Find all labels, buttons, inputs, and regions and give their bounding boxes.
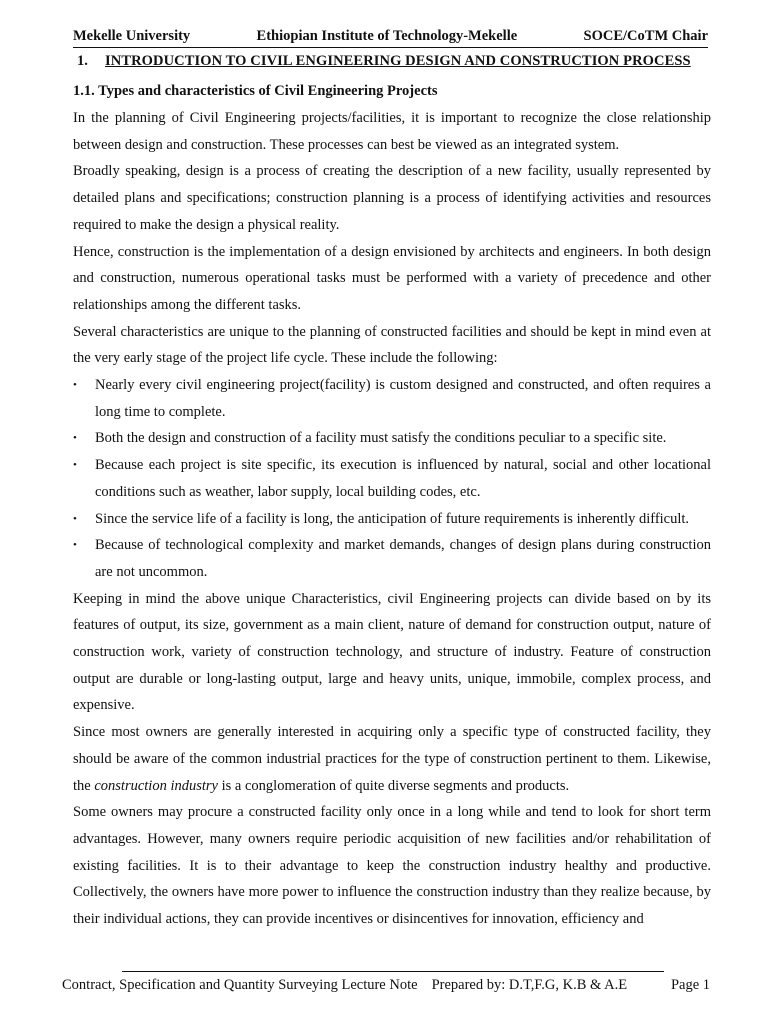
page-number: Page 1: [670, 977, 710, 993]
paragraph: Some owners may procure a constructed facility only once in a long while and tend to look for short term advantages. However, many owners require periodic acquisition of new facilities and/or rehabilitation of existing facilities. It is to their advantage to keep the construction industry healthy and productive. Collectively, the owners have more power to influence the construction industry than they realize because, by their individual actions, they can provide incentives or disincentives for innovation, efficiency and: [73, 804, 711, 928]
paragraph: Keeping in mind the above unique Characteristics, civil Engineering projects can divide based on by its features of output, its size, government as a main client, nature of demand for construction output, nature of construction work, variety of construction technology, and structure of industry. Feature of construction output are durable or long-lasting output, large and heavy units, unique, immobile, complex process, and expensive.: [73, 590, 711, 714]
chapter-number: 1.: [77, 53, 88, 69]
footer-course: Contract, Specification and Quantity Surveying Lecture Note: [62, 977, 418, 993]
bullet-icon: •: [73, 512, 77, 525]
paragraph: Broadly speaking, design is a process of creating the description of a new facility, usually represented by detailed plans and specifications; construction planning is a process of identifying activities and resources required to make the design a physical reality.: [73, 163, 711, 233]
list-item: • Nearly every civil engineering project(facility) is custom designed and constructed, and often requires a long time to complete.: [73, 372, 711, 425]
header-university: Mekelle University: [73, 28, 191, 44]
page-content: [73, 51, 711, 933]
emphasis-term: construction industry: [94, 777, 218, 794]
list-item: • Since the service life of a facility is long, the anticipation of future requirements is inherently difficult.: [73, 506, 711, 533]
bullet-icon: •: [73, 379, 77, 392]
bullet-icon: •: [73, 539, 77, 552]
page-footer: [62, 977, 710, 994]
list-item: • Because of technological complexity and market demands, changes of design plans during construction are not uncommon.: [73, 532, 711, 585]
section-heading: 1.1. Types and characteristics of Civil Engineering Projects: [73, 83, 438, 99]
bullet-icon: •: [73, 432, 77, 445]
list-item: • Because each project is site specific, its execution is influenced by natural, social and other locational conditions such as weather, labor supply, local building codes, etc.: [73, 452, 711, 505]
paragraph: In the planning of Civil Engineering projects/facilities, it is important to recognize the close relationship between design and construction. These processes can best be viewed as an integrated system.: [73, 110, 711, 153]
characteristics-list: [73, 372, 711, 586]
header-chair: SOCE/CoTM Chair: [583, 28, 708, 44]
chapter-title: INTRODUCTION TO CIVIL ENGINEERING DESIGN AND CONSTRUCTION PROCESS: [105, 53, 691, 69]
list-item: • Both the design and construction of a facility must satisfy the conditions peculiar to a specific site.: [73, 425, 711, 452]
body-text: [73, 105, 711, 933]
footer-divider: [122, 971, 664, 972]
paragraph: Since most owners are generally interested in acquiring only a specific type of constructed facility, they should be aware of the common industrial practices for the type of construction pertinent to them. Likewise, the construction industry is a conglomeration of quite diverse segments and products.: [73, 724, 711, 794]
footer-authors: Prepared by: D.T,F.G, K.B & A.E: [431, 977, 628, 993]
page-header: [73, 25, 708, 48]
paragraph: Hence, construction is the implementation of a design envisioned by architects and engineers. In both design and construction, numerous operational tasks must be performed with a variety of precedence and other relationships among the different tasks.: [73, 243, 711, 313]
paragraph: Several characteristics are unique to the planning of constructed facilities and should be kept in mind even at the very early stage of the project life cycle. These include the following:: [73, 323, 711, 367]
header-institute: Ethiopian Institute of Technology-Mekelle: [256, 28, 518, 44]
chapter-heading: [77, 51, 711, 71]
bullet-icon: •: [73, 459, 77, 472]
